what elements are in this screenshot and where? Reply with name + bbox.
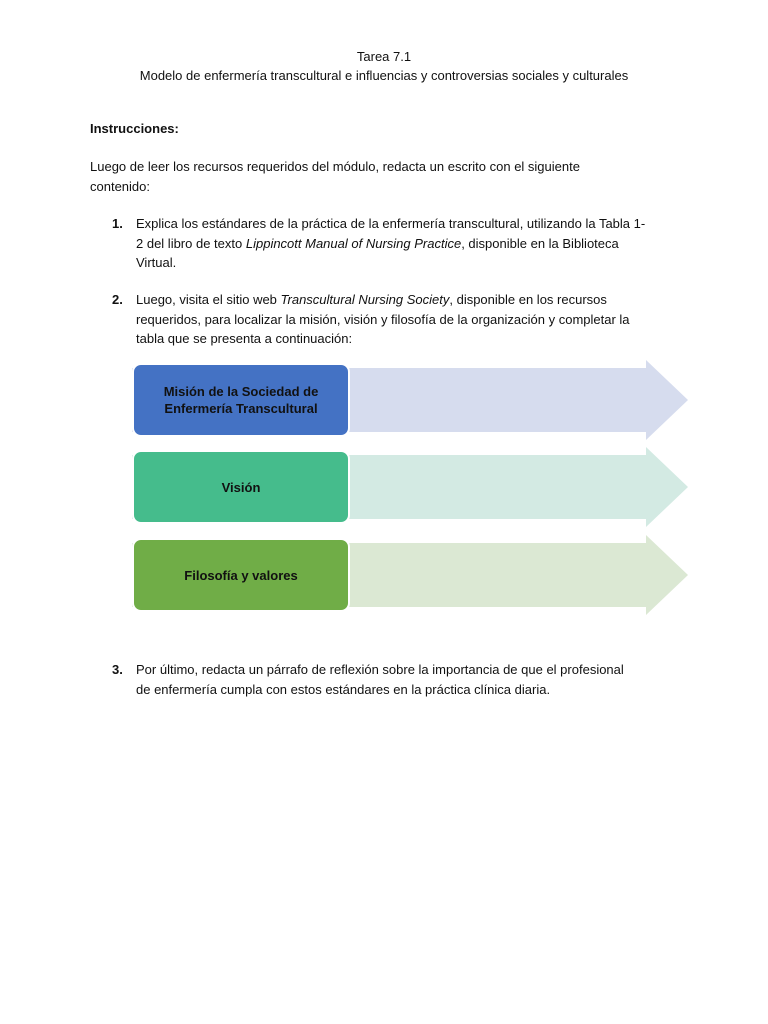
list-item-number: 3.: [112, 662, 123, 677]
diagram-row-mision: [132, 360, 688, 440]
instructions-heading: Instrucciones:: [90, 121, 179, 136]
list-item-line: tabla que se presenta a continuación:: [136, 331, 353, 346]
list-item-line: Explica los estándares de la práctica de la enfermería transcultural, utilizando la Tabla 1-: [136, 216, 646, 231]
list-item-number: 1.: [112, 216, 123, 231]
filosofia-box: Filosofía y valores: [132, 538, 350, 612]
list-item-line: Por último, redacta un párrafo de reflexión sobre la importancia de que el profesional: [136, 662, 624, 677]
list-item-line: [136, 234, 681, 254]
website-name: Transcultural Nursing Society: [280, 292, 450, 307]
mision-box: Misión de la Sociedad de Enfermería Transcultural: [132, 363, 350, 437]
book-title: Lippincott Manual of Nursing Practice: [245, 235, 462, 251]
intro-line: Luego de leer los recursos requeridos del módulo, redacta un escrito con el siguiente: [90, 159, 580, 174]
list-item-text: [136, 290, 681, 349]
vision-box: Visión: [132, 450, 350, 524]
text-span: 2 del libro de texto: [136, 235, 246, 251]
text-span: , disponible en los recursos: [449, 292, 607, 307]
document-title: Tarea 7.1: [356, 49, 412, 64]
list-item-line: Virtual.: [136, 255, 177, 270]
list-item-line: requeridos, para localizar la misión, visión y filosofía de la organización y completar la: [136, 311, 630, 327]
list-item-number: 2.: [112, 292, 123, 307]
list-item-text: [136, 214, 681, 273]
text-span: , disponible en la Biblioteca: [461, 235, 619, 251]
list-item-text: [136, 660, 681, 699]
document-subtitle: Modelo de enfermería transcultural e influencias y controversias sociales y culturales: [139, 68, 629, 83]
text-span: Luego, visita el sitio web: [136, 292, 281, 307]
diagram-row-filosofia: [132, 535, 688, 615]
intro-paragraph: [90, 157, 670, 196]
list-item-line: de enfermería cumpla con estos estándares en la práctica clínica diaria.: [136, 681, 551, 697]
diagram-row-vision: [132, 447, 688, 527]
list-item-line: [136, 290, 681, 310]
intro-line: contenido:: [90, 178, 150, 194]
